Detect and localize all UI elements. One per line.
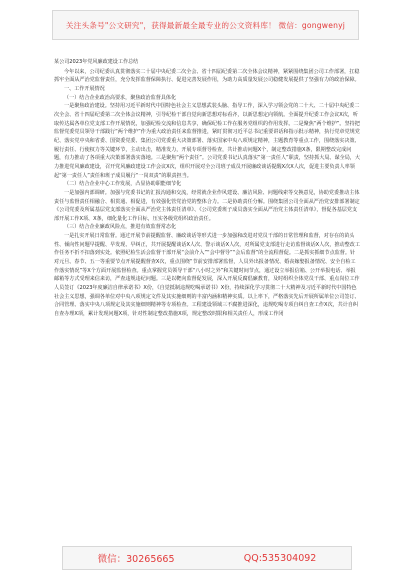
- body-paragraph-1: 一是聚焦政治建设。坚持用习近平新时代中国特色社会主义思想武装头脑、指导工作，深入学习领会党的二十大、二十届中央纪委二次全会、省十四届纪委第二次全体会议精神，引导纪检干部自觉向新思想对标看齐，以新思想定向领航。全面提升纪委工作会议X次，听取传达属各单位党支部工作开展情况，加强纪检交流和信息共享，确保纪检工作在服务党组织的作用发挥。二是聚焦“两个维护”。坚持把监督党委党员领导干部践行“两个维护”作为重大政治责任来监督推进，紧盯贯彻习近平总书记重要讲话和指示批示精神，执行党章党规党纪、落实党中央和省委、国资委党委、集团公司党委重大决策部署、落实国家中央八项规定精神，主题教育等重点工作，围绕落实决策、履行责任、行使权力等关键环节，主动出击，精准发力，开展专项督导检查，共计推动问题X个，制定整改措施X条，限期整改完成问题，有力推动了各项重大决策部署落实落地。三是聚焦“两个责任”。公司党委书记认真落实“第一责任人”职责，坚持抓大局、谋全局，大力推进党风廉政建设，召开党风廉政建设工作会议X次，组织开展对全公司班子成员开展廉政谈话提醒X次X人次，促进主要负责人率领起“第一责任人”责任和班子成员履行“一岗双责”的职责担当。: [54, 103, 360, 179]
- subsection-heading-3: （三）结合企业廉政风险点，推进有效监督常态化: [64, 224, 177, 231]
- section-heading: 一、工作开展情况: [64, 85, 105, 92]
- qq-contact: QQ:535304092: [243, 552, 317, 564]
- subsection-heading-1: （一）结合企业政治高要求，聚焦政治监督具体化: [64, 94, 177, 101]
- document-title: 某公司2023年党风廉政建设工作总结: [54, 59, 139, 65]
- top-promo-banner: [52, 10, 359, 40]
- document-body: [54, 58, 360, 540]
- bottom-contact-banner: [62, 546, 352, 570]
- body-paragraph-3: 一是扎实开展日常监督。通过开展节前提醒监督、廉政谈话等形式进一步加强和改进对党员干部的日常管理和监督，对存在的苗头性、倾向性问题早提醒、早发现、早纠正，共开展提醒谈话X人次、警示谈话X人次，对所属党支部进行走访监督谈话X人次，推动整改工作任务不折不扣落到实处。依照纪检生活会监督干部开展“会前介入”“会中督导”“会后监督”的全流程督促。二是抓实抓细节点监督。针对元旦、春节、五一等重要节点开展提醒督查X次，重点围绕“节前安排部署监督，人员外出报备情况、婚丧嫁娶报备情况、安全自检工作落实情况”等X个方面开展监督检查。重点掌握党员领导干部“八小时之外”和关键时间节点，通过设立举报信箱、公开举报电话、举报邮箱等方式受理来信来访，严查违规违纪问题。三是以靶向监督促发展，深入开展反腐倡廉教育，及时组织全体党员干部、重点岗位工作人员签订《2023年度廉洁自律承诺书》X份，《自觉抵制违规吃喝承诺书》X份，持续深化学习贯彻二十大精神及习近平新时代中国特色社会主义思想，强调各单位对中央八项规定文件及其实施细则的丰富内涵和精神实质。以上率下，严格落实先后开展所属单位公司签订、合同管理、落实中央八项规定及其实施细则精神等专项检查。工程建设领域三不腐推进深化，违规吃喝专项自纠自查工作X次，共计自纠自查办理X项，累计发现问题X项，针对性制定整改措施X项，规定整改时限和相关责任人，形成工作闭: [54, 233, 360, 318]
- wechat-contact: 微信：30265665: [97, 554, 175, 565]
- subsection-heading-2: （二）结合企业中心工作发展，凸显协助职能细节化: [64, 181, 182, 188]
- body-paragraph-2: 一是加强内部调研。加强与党委书记的汇报沟通和交流，经常就企业作风建设、廉洁风险、问题线索等交换意见，协助党委推动主体责任与监督责任相融合、相贯通、相促进，有效强化管党治党的整体合力。二是协助责任分解。围绕集团公司全面从严治党安排部署制定《公司党委及所属基层党支部落实全面从严治党主体责任清单》、《公司党委班子成员落实全面从严治党主体责任清单》，督促各基层党支部开展工作X项、X条，细化量化工作目标，压实各级党组织政治责任。: [54, 189, 360, 222]
- intro-paragraph: 今年以来，公司纪委认真贯彻落实二十届中央纪委二次全会、省十四届纪委第二次全体会议精神，紧紧围绕集团公司工作部署，扛稳抓牢全面从严治党监督责任，充分发挥监督保障执行、促进完善发展作用，为助力高质量发展公司稳健发展提供了坚强有力的政治保障。: [54, 68, 360, 84]
- top-banner-text: 关注头条号"公文研究"，获得最新最全最专业的公文资料库！ 微信：gongwenyj: [65, 20, 346, 30]
